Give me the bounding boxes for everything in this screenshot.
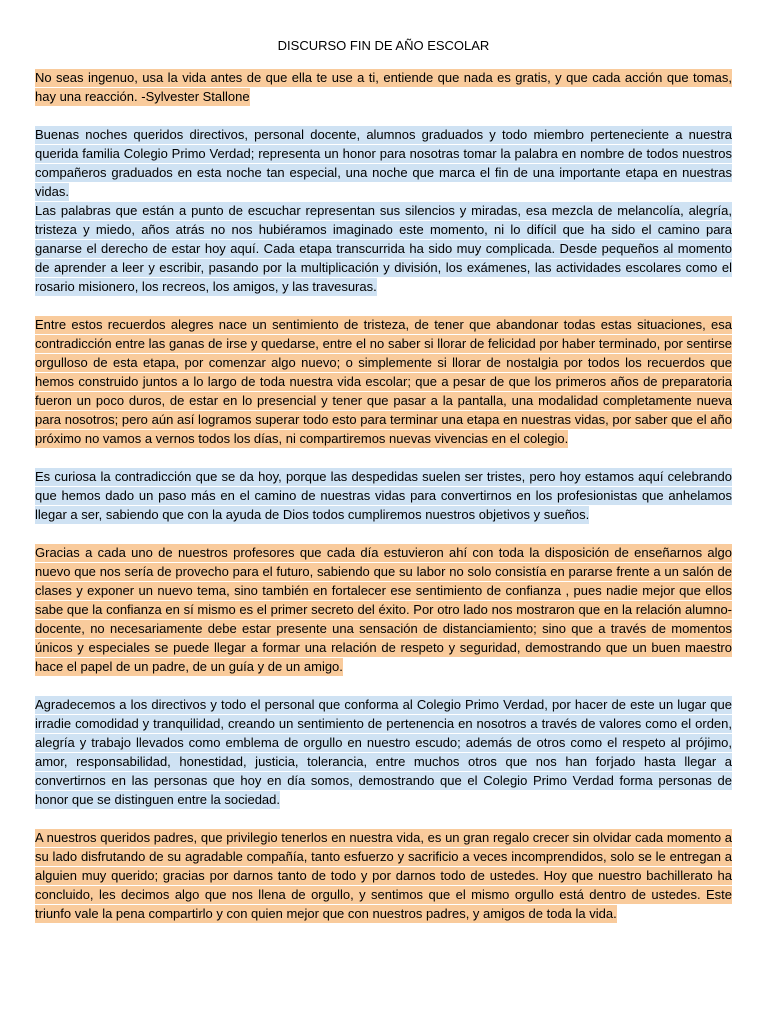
parents-paragraph bbox=[35, 828, 732, 923]
paragraph-text: A nuestros queridos padres, que privilegio tenerlos en nuestra vida, es un gran regalo crecer sin olvidar cada momento a su lado disfrutando de su agradable compañía, tanto esfuerzo y sacrificio a veces incomprendidos, solo se le entregan a alguien muy querido; gracias por darnos tanto de todo y por darnos todo de ustedes. Hoy que nuestro bachillerato ha concluido, les decimos algo que nos llena de orgullo, y sentimos que el mismo orgullo está dentro de ustedes. Este triunfo vale la pena compartirlo y con quien mejor que con nuestros padres, y amigos de toda la vida. bbox=[35, 830, 732, 921]
paragraph-text: Es curiosa la contradicción que se da hoy, porque las despedidas suelen ser tristes, pero hoy estamos aquí celebrando que hemos dado un paso más en el camino de nuestras vidas para convertirnos en los profesionistas que anhelamos llegar a ser, sabiendo que con la ayuda de Dios todos cumpliremos nuestros objetivos y sueños. bbox=[35, 469, 732, 522]
document-title: DISCURSO FIN DE AÑO ESCOLAR bbox=[277, 38, 490, 53]
teachers-paragraph bbox=[35, 543, 732, 676]
paragraph-text: Agradecemos a los directivos y todo el personal que conforma al Colegio Primo Verdad, por hacer de este un lugar que irradie comodidad y tranquilidad, creando un sentimiento de pertenencia en nosotros a través de valores como el orden, alegría y trabajo llevados como emblema de orgullo en nuestro escudo; además de otros como el respeto al prójimo, amor, responsabilidad, honestidad, justicia, tolerancia, entre muchos otros que nos han forjado hasta llegar a convertirnos en las personas que hoy en día somos, demostrando que el Colegio Primo Verdad forma personas de honor que se distinguen entre la sociedad. bbox=[35, 697, 732, 807]
paragraph-text: No seas ingenuo, usa la vida antes de que ella te use a ti, entiende que nada es gratis, y que cada acción que tomas, hay una reacción. -Sylvester Stallone bbox=[35, 70, 732, 104]
memories-paragraph bbox=[35, 201, 732, 296]
paragraph-text: Las palabras que están a punto de escuchar representan sus silencios y miradas, esa mezcla de melancolía, alegría, tristeza y miedo, años atrás no nos hubiéramos imaginado este momento, ni lo difícil que ha sido el camino para ganarse el derecho de estar hoy aquí. Cada etapa transcurrida ha sido muy complicada. Desde pequeños al momento de aprender a leer y escribir, pasando por la multiplicación y división, los exámenes, las actividades escolares como el rosario misionero, los recreos, los amigos, y las travesuras. bbox=[35, 203, 732, 294]
sadness-paragraph bbox=[35, 315, 732, 448]
paragraph-text: Gracias a cada uno de nuestros profesores que cada día estuvieron ahí con toda la disposición de enseñarnos algo nuevo que nos sería de provecho para el futuro, sabiendo que su labor no solo consistía en pararse frente a un salón de clases y exponer un nuevo tema, sino también en fortalecer ese sentimiento de confianza , pues nadie mejor que ellos sabe que la confianza en sí mismo es el primer secreto del éxito. Por otro lado nos mostraron que en la relación alumno-docente, no necesariamente debe estar presente una sensación de distanciamiento; sino que a través de momentos únicos y especiales se puede llegar a formar una relación de respeto y seguridad, demostrando que un buen maestro hace el papel de un padre, de un guía y de un amigo. bbox=[35, 545, 732, 674]
greeting-paragraph bbox=[35, 125, 732, 201]
contradiction-paragraph bbox=[35, 467, 732, 524]
staff-paragraph bbox=[35, 695, 732, 809]
paragraph-text: Buenas noches queridos directivos, personal docente, alumnos graduados y todo miembro perteneciente a nuestra querida familia Colegio Primo Verdad; representa un honor para nosotras tomar la palabra en nombre de todos nuestros compañeros graduados en esta noche tan especial, una noche que marca el fin de una importante etapa en nuestras vidas. bbox=[35, 127, 732, 199]
paragraph-text: Entre estos recuerdos alegres nace un sentimiento de tristeza, de tener que abandonar todas estas situaciones, esa contradicción entre las ganas de irse y quedarse, entre el no saber si llorar de felicidad por haber terminado, por sentirse orgulloso de esta etapa, por comenzar algo nuevo; o simplemente si llorar de nostalgia por todos los recuerdos que hemos construido juntos a lo largo de toda nuestra vida escolar; que a pesar de que los primeros años de preparatoria fueron un poco duros, de estar en lo presencial y tener que pasar a la pantalla, una modalidad completamente nueva para nosotros; pero aún así logramos superar todo esto para terminar una etapa en nuestras vidas, por saber que el año próximo no vamos a vernos todos los días, ni compartiremos nuevas vivencias en el colegio. bbox=[35, 317, 732, 446]
epigraph-paragraph bbox=[35, 68, 732, 106]
